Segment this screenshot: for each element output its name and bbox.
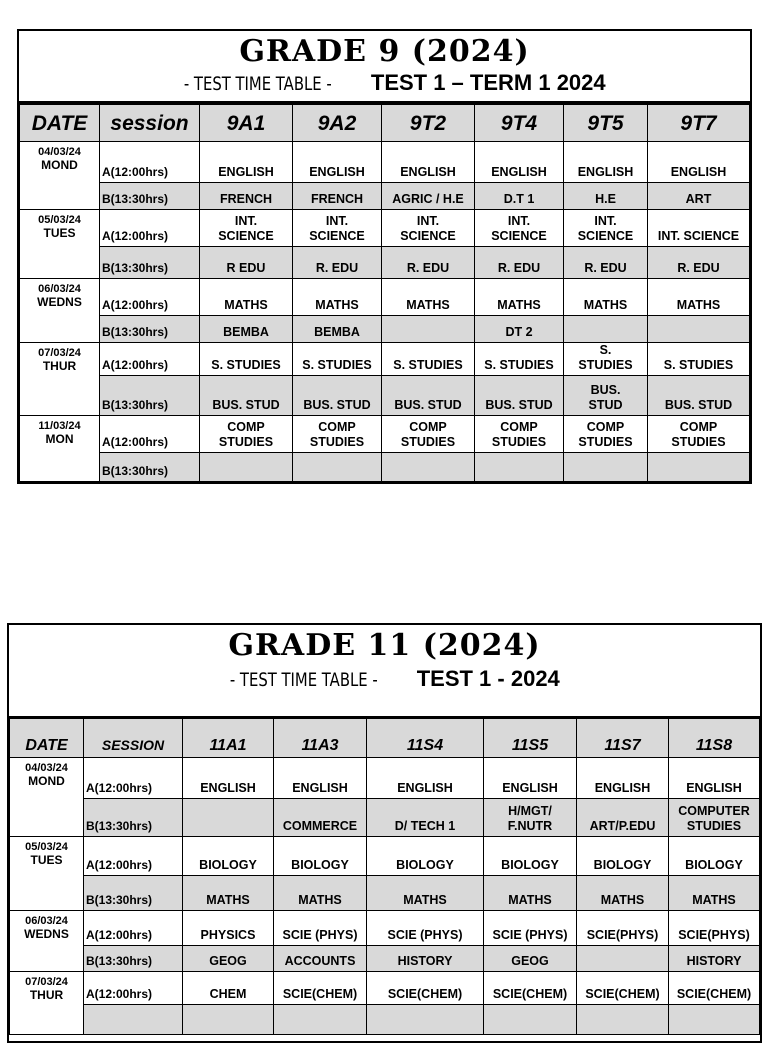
day-name: MOND: [28, 774, 65, 788]
subject-cell: ENGLISH: [382, 142, 475, 183]
subject-cell: ENGLISH: [577, 758, 669, 799]
grade9-timetable: [17, 29, 752, 484]
session-label: B(13:30hrs): [100, 453, 200, 482]
date-cell: [20, 343, 100, 416]
subject-cell: MATHS: [183, 876, 274, 911]
subject-cell: SCIE(CHEM): [367, 972, 484, 1005]
session-label: A(12:00hrs): [100, 142, 200, 183]
subject-cell: COMMERCE: [274, 799, 367, 837]
subject-cell: [293, 453, 382, 482]
header-class: 11S4: [367, 719, 484, 758]
header-session: session: [100, 104, 200, 142]
subject-cell: [577, 1005, 669, 1035]
subject-cell: INT. SCIENCE: [200, 210, 293, 247]
subject-cell: S. STUDIES: [293, 343, 382, 376]
subject-cell: ENGLISH: [183, 758, 274, 799]
date-value: 05/03/24: [25, 841, 68, 853]
subject-cell: INT. SCIENCE: [475, 210, 564, 247]
session-label: A(12:00hrs): [100, 343, 200, 376]
session-label: B(13:30hrs): [84, 946, 183, 972]
session-b-row: [20, 453, 750, 482]
subject-cell: BUS. STUD: [564, 376, 648, 416]
subject-cell: COMP STUDIES: [293, 416, 382, 453]
subject-cell: H.E: [564, 183, 648, 210]
subject-cell: SCIE(PHYS): [669, 911, 760, 946]
session-label: A(12:00hrs): [84, 837, 183, 876]
date-cell: [20, 142, 100, 210]
grade9-title: GRADE 9 (2024): [239, 34, 530, 69]
day-name: MOND: [41, 158, 78, 172]
subject-cell: INT. SCIENCE: [293, 210, 382, 247]
subject-cell: BIOLOGY: [577, 837, 669, 876]
subject-cell: ENGLISH: [274, 758, 367, 799]
session-a-row: [20, 416, 750, 453]
subject-cell: ENGLISH: [564, 142, 648, 183]
date-cell: [10, 758, 84, 837]
date-cell: [10, 911, 84, 972]
date-value: 04/03/24: [38, 146, 81, 158]
session-label: A(12:00hrs): [84, 911, 183, 946]
header-class: 11S5: [484, 719, 577, 758]
grade11-subtitle-left: - TEST TIME TABLE -: [230, 669, 378, 691]
header-class: 9T5: [564, 104, 648, 142]
session-b-row: [20, 183, 750, 210]
subject-cell: [648, 453, 750, 482]
subject-cell: SCIE (PHYS): [367, 911, 484, 946]
header-class: 11A1: [183, 719, 274, 758]
subject-cell: MATHS: [382, 279, 475, 316]
subject-cell: BIOLOGY: [669, 837, 760, 876]
session-label: A(12:00hrs): [84, 758, 183, 799]
grade9-subtitle-left: - TEST TIME TABLE -: [184, 73, 333, 95]
subject-cell: MATHS: [274, 876, 367, 911]
subject-cell: HISTORY: [367, 946, 484, 972]
subject-cell: SCIE(CHEM): [274, 972, 367, 1005]
header-date: DATE: [20, 104, 100, 142]
subject-cell: S. STUDIES: [382, 343, 475, 376]
grade9-subtitle-right: TEST 1 – TERM 1 2024: [370, 70, 606, 95]
session-a-row: [20, 343, 750, 376]
subject-cell: BUS. STUD: [475, 376, 564, 416]
header-class: 11S7: [577, 719, 669, 758]
subject-cell: R EDU: [200, 247, 293, 279]
subject-cell: SCIE(CHEM): [484, 972, 577, 1005]
subject-cell: ART/P.EDU: [577, 799, 669, 837]
grade9-table: [19, 103, 750, 482]
subject-cell: BUS. STUD: [293, 376, 382, 416]
session-b-row: [10, 799, 760, 837]
date-value: 06/03/24: [25, 915, 68, 927]
header-class: 9T4: [475, 104, 564, 142]
session-label: A(12:00hrs): [100, 279, 200, 316]
subject-cell: SCIE(PHYS): [577, 911, 669, 946]
subject-cell: D/ TECH 1: [367, 799, 484, 837]
subject-cell: BEMBA: [293, 316, 382, 343]
subject-cell: GEOG: [183, 946, 274, 972]
subject-cell: BIOLOGY: [484, 837, 577, 876]
date-value: 11/03/24: [38, 420, 81, 432]
session-label: A(12:00hrs): [100, 210, 200, 247]
subject-cell: [382, 316, 475, 343]
date-cell: [20, 210, 100, 279]
subject-cell: HISTORY: [669, 946, 760, 972]
grade11-subtitle: [9, 666, 760, 692]
subject-cell: ENGLISH: [367, 758, 484, 799]
subject-cell: COMPUTER STUDIES: [669, 799, 760, 837]
subject-cell: BIOLOGY: [367, 837, 484, 876]
subject-cell: BUS. STUD: [648, 376, 750, 416]
subject-cell: [183, 799, 274, 837]
subject-cell: [200, 453, 293, 482]
subject-cell: ENGLISH: [648, 142, 750, 183]
subject-cell: INT. SCIENCE: [382, 210, 475, 247]
subject-cell: R. EDU: [293, 247, 382, 279]
session-a-row: [10, 837, 760, 876]
subject-cell: MATHS: [669, 876, 760, 911]
day-name: TUES: [30, 853, 63, 867]
subject-cell: SCIE(CHEM): [669, 972, 760, 1005]
session-label: B(13:30hrs): [84, 876, 183, 911]
session-b-row: [10, 1005, 760, 1035]
subject-cell: PHYSICS: [183, 911, 274, 946]
session-b-row: [20, 316, 750, 343]
subject-cell: BUS. STUD: [200, 376, 293, 416]
session-a-row: [10, 758, 760, 799]
subject-cell: MATHS: [293, 279, 382, 316]
subject-cell: R. EDU: [564, 247, 648, 279]
subject-cell: INT. SCIENCE: [648, 210, 750, 247]
subject-cell: BEMBA: [200, 316, 293, 343]
subject-cell: COMP STUDIES: [200, 416, 293, 453]
subject-cell: SCIE (PHYS): [274, 911, 367, 946]
session-label: B(13:30hrs): [100, 316, 200, 343]
date-cell: [20, 416, 100, 482]
day-name: MON: [45, 432, 74, 446]
subject-cell: S. STUDIES: [564, 343, 648, 376]
subject-cell: MATHS: [475, 279, 564, 316]
header-class: 9T7: [648, 104, 750, 142]
day-name: THUR: [42, 359, 77, 373]
subject-cell: S. STUDIES: [475, 343, 564, 376]
subject-cell: [274, 1005, 367, 1035]
subject-cell: H/MGT/ F.NUTR: [484, 799, 577, 837]
subject-cell: BUS. STUD: [382, 376, 475, 416]
header-class: 11A3: [274, 719, 367, 758]
session-b-row: [10, 946, 760, 972]
session-label: A(12:00hrs): [100, 416, 200, 453]
day-name: TUES: [43, 226, 76, 240]
subject-cell: COMP STUDIES: [648, 416, 750, 453]
subject-cell: ENGLISH: [484, 758, 577, 799]
subject-cell: [367, 1005, 484, 1035]
session-label: B(13:30hrs): [100, 247, 200, 279]
header-date: DATE: [10, 719, 84, 758]
subject-cell: ENGLISH: [200, 142, 293, 183]
subject-cell: MATHS: [564, 279, 648, 316]
subject-cell: R. EDU: [648, 247, 750, 279]
date-cell: [10, 972, 84, 1035]
session-a-row: [20, 142, 750, 183]
session-label: B(13:30hrs): [100, 376, 200, 416]
day-name: WEDNS: [37, 295, 82, 309]
date-value: 05/03/24: [38, 214, 81, 226]
grade11-table-body: [10, 758, 760, 1035]
header-class: 9A2: [293, 104, 382, 142]
subject-cell: [669, 1005, 760, 1035]
grade9-header-row: [20, 104, 750, 142]
subject-cell: SCIE (PHYS): [484, 911, 577, 946]
grade9-title-block: [19, 31, 750, 103]
subject-cell: MATHS: [367, 876, 484, 911]
grade11-timetable: [7, 623, 762, 1043]
header-class: 9T2: [382, 104, 475, 142]
session-b-row: [20, 247, 750, 279]
subject-cell: AGRIC / H.E: [382, 183, 475, 210]
subject-cell: ENGLISH: [293, 142, 382, 183]
subject-cell: [382, 453, 475, 482]
subject-cell: [183, 1005, 274, 1035]
subject-cell: [577, 946, 669, 972]
grade11-table: [9, 718, 760, 1035]
session-b-row: [20, 376, 750, 416]
date-value: 07/03/24: [38, 347, 81, 359]
subject-cell: S. STUDIES: [648, 343, 750, 376]
subject-cell: COMP STUDIES: [475, 416, 564, 453]
session-label: B(13:30hrs): [100, 183, 200, 210]
session-a-row: [10, 972, 760, 1005]
grade9-subtitle: [19, 70, 750, 96]
subject-cell: [475, 453, 564, 482]
grade11-subtitle-right: TEST 1 - 2024: [416, 666, 560, 691]
subject-cell: MATHS: [200, 279, 293, 316]
subject-cell: BIOLOGY: [183, 837, 274, 876]
subject-cell: [648, 316, 750, 343]
subject-cell: [564, 453, 648, 482]
subject-cell: FRENCH: [293, 183, 382, 210]
day-name: THUR: [29, 988, 64, 1002]
subject-cell: GEOG: [484, 946, 577, 972]
subject-cell: SCIE(CHEM): [577, 972, 669, 1005]
subject-cell: ENGLISH: [669, 758, 760, 799]
subject-cell: ART: [648, 183, 750, 210]
subject-cell: COMP STUDIES: [564, 416, 648, 453]
date-cell: [10, 837, 84, 911]
header-session: SESSION: [84, 719, 183, 758]
grade11-title: GRADE 11 (2024): [228, 628, 541, 663]
session-label: A(12:00hrs): [84, 972, 183, 1005]
subject-cell: MATHS: [484, 876, 577, 911]
subject-cell: CHEM: [183, 972, 274, 1005]
grade11-header-row: [10, 719, 760, 758]
session-a-row: [20, 210, 750, 247]
header-class: 11S8: [669, 719, 760, 758]
subject-cell: ENGLISH: [475, 142, 564, 183]
header-class: 9A1: [200, 104, 293, 142]
subject-cell: R. EDU: [475, 247, 564, 279]
subject-cell: R. EDU: [382, 247, 475, 279]
subject-cell: INT. SCIENCE: [564, 210, 648, 247]
subject-cell: D.T 1: [475, 183, 564, 210]
date-cell: [20, 279, 100, 343]
date-value: 06/03/24: [38, 283, 81, 295]
subject-cell: [484, 1005, 577, 1035]
subject-cell: DT 2: [475, 316, 564, 343]
subject-cell: MATHS: [648, 279, 750, 316]
date-value: 07/03/24: [25, 976, 68, 988]
subject-cell: COMP STUDIES: [382, 416, 475, 453]
grade11-title-block: [9, 625, 760, 718]
session-a-row: [20, 279, 750, 316]
date-value: 04/03/24: [25, 762, 68, 774]
session-a-row: [10, 911, 760, 946]
day-name: WEDNS: [24, 927, 69, 941]
session-label: [84, 1005, 183, 1035]
subject-cell: FRENCH: [200, 183, 293, 210]
session-b-row: [10, 876, 760, 911]
subject-cell: BIOLOGY: [274, 837, 367, 876]
grade9-table-body: [20, 142, 750, 482]
session-label: B(13:30hrs): [84, 799, 183, 837]
subject-cell: S. STUDIES: [200, 343, 293, 376]
subject-cell: ACCOUNTS: [274, 946, 367, 972]
subject-cell: MATHS: [577, 876, 669, 911]
subject-cell: [564, 316, 648, 343]
